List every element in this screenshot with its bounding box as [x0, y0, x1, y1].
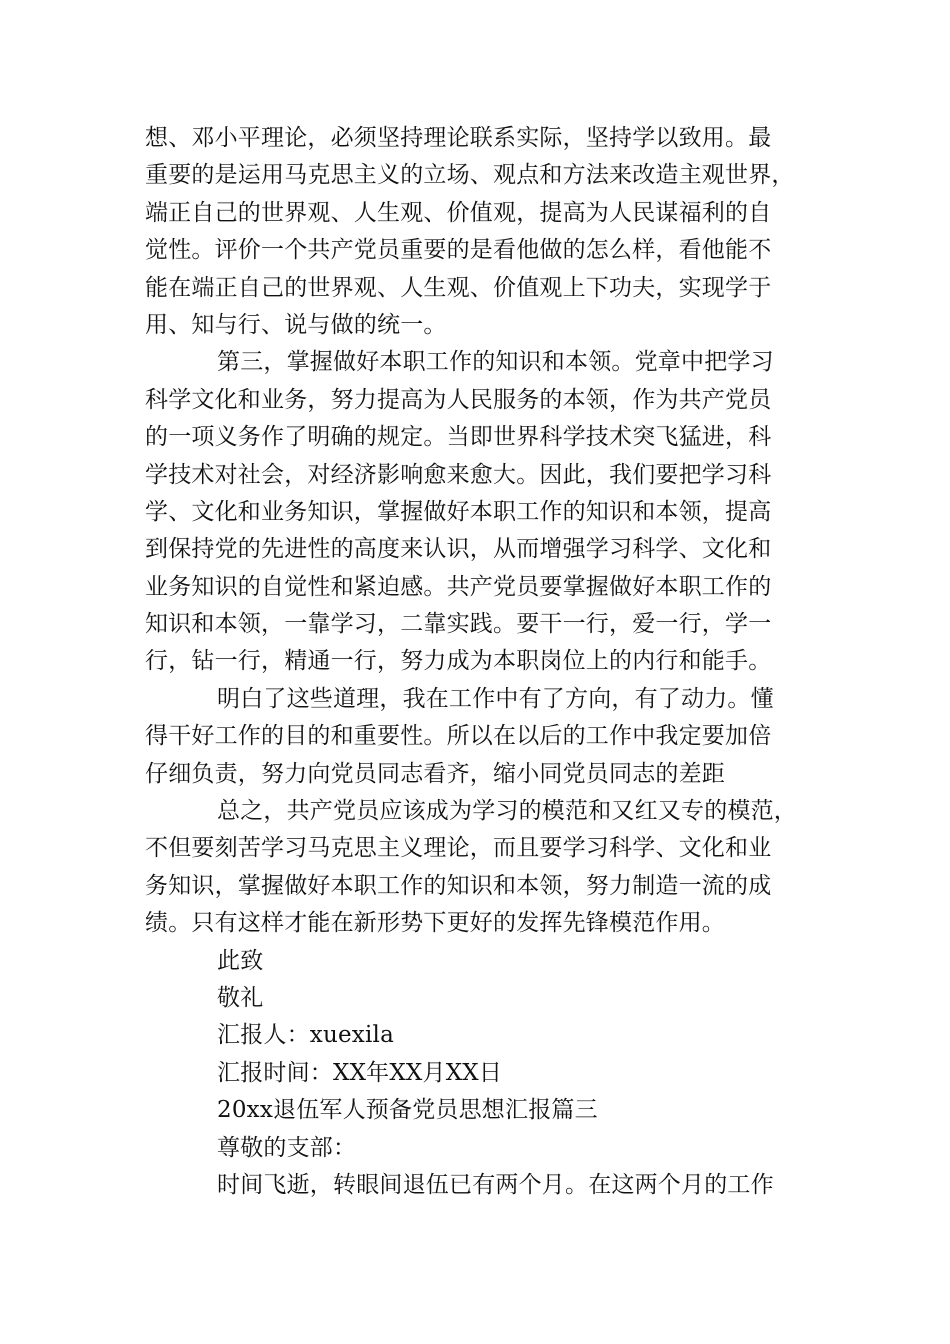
text-line: 绩。只有这样才能在新形势下更好的发挥先锋模范作用。 — [145, 910, 725, 937]
text-line: 务知识，掌握做好本职工作的知识和本领，努力制造一流的成 — [145, 872, 772, 899]
text-line: 汇报时间：XX年XX月XX日 — [217, 1059, 503, 1086]
text-line: 仔细负责，努力向党员同志看齐，缩小同党员同志的差距 — [145, 760, 725, 787]
document-body — [145, 120, 805, 1204]
text-line: 敬礼 — [217, 984, 264, 1011]
text-line: 业务知识的自觉性和紧迫感。共产党员要掌握做好本职工作的 — [145, 573, 772, 600]
text-line: 学技术对社会，对经济影响愈来愈大。因此，我们要把学习科 — [145, 461, 772, 488]
text-line: 明白了这些道理，我在工作中有了方向，有了动力。懂 — [217, 685, 774, 712]
text-line: 汇报人：xuexila — [217, 1022, 394, 1049]
text-line: 20xx退伍军人预备党员思想汇报篇三 — [217, 1097, 598, 1124]
text-line: 重要的是运用马克思主义的立场、观点和方法来改造主观世界， — [145, 162, 795, 189]
text-line: 学、文化和业务知识，掌握做好本职工作的知识和本领，提高 — [145, 498, 772, 525]
text-line: 此致 — [217, 947, 264, 974]
text-line: 行，钻一行，精通一行，努力成为本职岗位上的内行和能手。 — [145, 648, 772, 675]
text-line: 觉性。评价一个共产党员重要的是看他做的怎么样，看他能不 — [145, 237, 772, 264]
text-line: 端正自己的世界观、人生观、价值观，提高为人民谋福利的自 — [145, 199, 772, 226]
text-line: 得干好工作的目的和重要性。所以在以后的工作中我定要加倍 — [145, 723, 772, 750]
text-line: 想、邓小平理论，必须坚持理论联系实际，坚持学以致用。最 — [145, 125, 772, 151]
text-line: 的一项义务作了明确的规定。当即世界科学技术突飞猛进，科 — [145, 424, 772, 451]
text-line: 能在端正自己的世界观、人生观、价值观上下功夫，实现学于 — [145, 274, 772, 301]
text-line: 到保持党的先进性的高度来认识，从而增强学习科学、文化和 — [145, 536, 772, 563]
text-line: 总之，共产党员应该成为学习的模范和又红又专的模范， — [217, 798, 797, 825]
text-line: 用、知与行、说与做的统一。 — [145, 311, 447, 338]
text-line: 不但要刻苦学习马克思主义理论，而且要学习科学、文化和业 — [145, 835, 772, 862]
text-line: 时间飞逝，转眼间退伍已有两个月。在这两个月的工作 — [217, 1171, 774, 1198]
text-line: 知识和本领，一靠学习，二靠实践。要干一行，爱一行，学一 — [145, 611, 772, 638]
text-line: 科学文化和业务，努力提高为人民服务的本领，作为共产党员 — [145, 386, 772, 413]
text-line: 尊敬的支部： — [217, 1134, 357, 1161]
text-line: 第三，掌握做好本职工作的知识和本领。党章中把学习 — [217, 349, 774, 376]
